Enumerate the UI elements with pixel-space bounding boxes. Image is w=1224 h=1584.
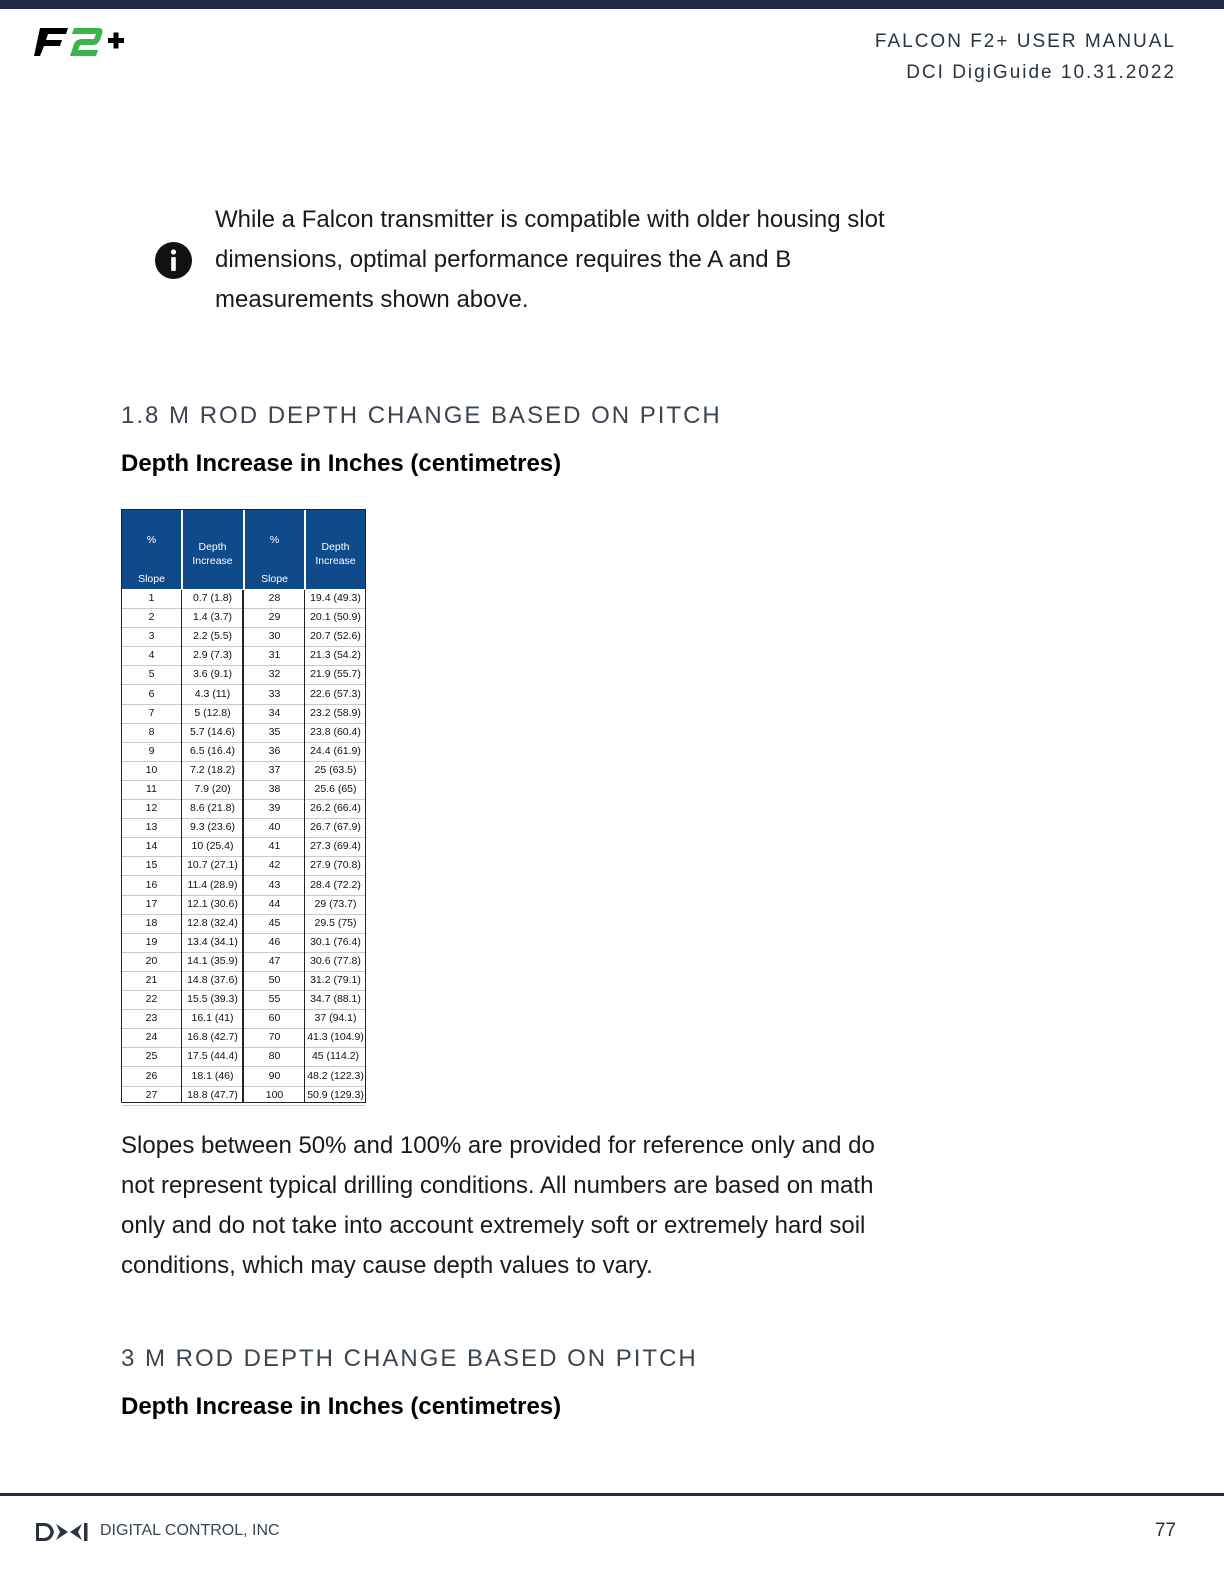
header-depth-label: [306, 540, 365, 568]
slope-cell: 3: [148, 630, 155, 643]
depth-cell: 0.7 (1.8): [192, 592, 233, 604]
depth-cell: 11.4 (28.9): [187, 878, 238, 891]
info-icon: [155, 242, 192, 279]
depth-cell: 23.2 (58.9): [310, 706, 361, 719]
slope-cell: 34: [268, 706, 281, 719]
depth-cell: 26.7 (67.9): [310, 821, 361, 834]
dci-logo-icon: [34, 1521, 90, 1543]
header-slope-label: Slope: [138, 573, 165, 585]
depth-cell: 16.8 (42.7): [187, 1031, 238, 1044]
depth-cell: 21.9 (55.7): [310, 668, 361, 681]
header-slope-label: Slope: [261, 573, 288, 585]
page-number: 77: [1154, 1520, 1176, 1541]
depth-cell: 18.8 (47.7): [187, 1088, 238, 1101]
slope-cell: 45: [268, 916, 281, 929]
table-title-3m: Depth Increase in Inches (centimetres): [121, 1393, 562, 1420]
depth-cell: 13.4 (34.1): [187, 935, 238, 948]
header-depth-line1: Depth: [198, 541, 227, 553]
depth-cell: 21.3 (54.2): [310, 649, 361, 662]
depth-cell: 30.1 (76.4): [310, 935, 361, 948]
slope-cell: 10: [145, 763, 158, 776]
header-percent-label: %: [269, 534, 280, 546]
slope-cell: 14: [145, 840, 158, 853]
slope-cell: 27: [145, 1088, 158, 1101]
footer-rule: [0, 1493, 1224, 1496]
header-slope-2: [245, 510, 304, 589]
depth-cell: 23.8 (60.4): [310, 725, 361, 738]
depth-cell: 12.1 (30.6): [187, 897, 238, 910]
depth-cell: 1.4 (3.7): [192, 611, 233, 624]
depth-cell: 15.5 (39.3): [187, 993, 238, 1006]
slope-cell: 29: [268, 611, 281, 624]
depth-cell: 31.2 (79.1): [310, 974, 361, 986]
table-title-1-8m: Depth Increase in Inches (centimetres): [121, 450, 562, 477]
footer-company-name: DIGITAL CONTROL, INC: [100, 1522, 280, 1539]
depth-cell: 29.5 (75): [314, 916, 357, 929]
slope-cell: 55: [268, 993, 281, 1006]
column-divider: [181, 590, 182, 1102]
slope-cell: 6: [148, 687, 155, 700]
depth-cell: 25.6 (65): [314, 783, 357, 795]
column-divider-center: [242, 590, 244, 1102]
depth-cell: 6.5 (16.4): [190, 744, 235, 757]
depth-cell: 7.2 (18.2): [190, 763, 235, 776]
depth-cell: 12.8 (32.4): [187, 916, 238, 929]
slope-cell: 16: [145, 878, 158, 891]
depth-cell: 28.4 (72.2): [310, 878, 361, 891]
slope-cell: 25: [145, 1050, 158, 1063]
slope-cell: 21: [145, 974, 158, 986]
header-percent-label: %: [146, 534, 157, 546]
depth-cell: 14.1 (35.9): [187, 954, 238, 967]
slope-cell: 100: [265, 1088, 284, 1101]
depth-cell: 14.8 (37.6): [187, 974, 238, 986]
depth-cell: 29 (73.7): [314, 897, 357, 910]
header-depth-1: [183, 510, 242, 589]
header-depth-line1: Depth: [321, 541, 350, 553]
depth-cell: 5.7 (14.6): [190, 725, 235, 738]
depth-cell: 5 (12.8): [194, 706, 231, 719]
depth-cell: 20.7 (52.6): [310, 630, 361, 643]
depth-cell: 34.7 (88.1): [310, 993, 361, 1006]
depth-cell: 19.4 (49.3): [310, 592, 361, 604]
slope-cell: 24: [145, 1031, 158, 1044]
depth-cell: 22.6 (57.3): [310, 687, 361, 700]
slope-cell: 28: [268, 592, 281, 604]
slope-cell: 11: [146, 783, 157, 795]
depth-cell: 45 (114.2): [311, 1050, 360, 1063]
slope-cell: 41: [268, 840, 281, 853]
depth-cell: 2.2 (5.5): [192, 630, 233, 643]
slope-cell: 4: [148, 649, 155, 662]
slope-cell: 40: [268, 821, 281, 834]
depth-cell: 2.9 (7.3): [192, 649, 233, 662]
slope-cell: 38: [268, 783, 281, 795]
header-slope-1: [122, 510, 181, 589]
slope-cell: 8: [148, 725, 155, 738]
slope-cell: 47: [268, 954, 281, 967]
section-heading-1-8m: 1.8 M ROD DEPTH CHANGE BASED ON PITCH: [121, 402, 722, 429]
slope-cell: 31: [268, 649, 281, 662]
slope-cell: 13: [145, 821, 158, 834]
slope-cell: 70: [268, 1031, 281, 1044]
slope-cell: 12: [145, 802, 158, 815]
slope-cell: 37: [268, 763, 281, 776]
depth-cell: 25 (63.5): [314, 763, 357, 776]
depth-table: [121, 509, 366, 1103]
header-divider: [304, 510, 306, 589]
header-depth-2: [306, 510, 365, 589]
depth-cell: 18.1 (46): [191, 1069, 234, 1082]
manual-version: DCI DigiGuide 10.31.2022: [906, 62, 1176, 83]
slope-cell: 1: [148, 592, 155, 604]
slope-cell: 44: [268, 897, 281, 910]
slope-cell: 90: [268, 1069, 281, 1082]
slope-cell: 30: [268, 630, 281, 643]
slope-cell: 42: [268, 859, 281, 872]
slope-cell: 26: [145, 1069, 158, 1082]
header-block: [875, 26, 1176, 88]
depth-cell: 3.6 (9.1): [192, 668, 233, 681]
depth-cell: 17.5 (44.4): [187, 1050, 238, 1063]
depth-cell: 27.9 (70.8): [310, 859, 361, 872]
slope-cell: 35: [268, 725, 281, 738]
slope-cell: 15: [145, 859, 158, 872]
slope-cell: 5: [148, 668, 155, 681]
column-divider: [304, 590, 305, 1102]
depth-cell: 27.3 (69.4): [310, 840, 361, 853]
slope-cell: 20: [145, 954, 158, 967]
depth-cell: 9.3 (23.6): [190, 821, 235, 834]
header-depth-line2: Increase: [315, 555, 356, 567]
depth-cell: 50.9 (129.3): [307, 1088, 364, 1101]
depth-cell: 10 (25.4): [191, 840, 234, 853]
top-bar: [0, 0, 1224, 9]
manual-title: FALCON F2+ USER MANUAL: [874, 31, 1176, 52]
slope-cell: 60: [268, 1012, 281, 1025]
depth-cell: 7.9 (20): [194, 783, 231, 795]
slope-cell: 22: [145, 993, 158, 1006]
section-heading-3m: 3 M ROD DEPTH CHANGE BASED ON PITCH: [121, 1345, 698, 1372]
depth-cell: 37 (94.1): [314, 1012, 357, 1025]
header-depth-label: [183, 540, 242, 568]
slope-cell: 33: [268, 687, 281, 700]
slope-cell: 36: [268, 744, 281, 757]
table-header: [122, 510, 365, 589]
slope-disclaimer: Slopes between 50% and 100% are provided for reference only and do not represent typical drilling conditions. All numbers are based on math only and do not take into account extremely soft or extremely hard soil conditions, which may cause depth values to vary.: [121, 1132, 875, 1279]
slope-cell: 18: [145, 916, 158, 929]
slope-cell: 7: [148, 706, 155, 719]
info-note-text: While a Falcon transmitter is compatible with older housing slot dimensions, optimal performance requires the A and B measurements shown above.: [215, 206, 885, 313]
slope-cell: 43: [268, 878, 281, 891]
slope-cell: 2: [148, 611, 155, 624]
slope-cell: 32: [268, 668, 281, 681]
depth-cell: 48.2 (122.3): [307, 1069, 364, 1082]
f2-plus-logo: [34, 22, 126, 62]
header-depth-line2: Increase: [192, 555, 233, 567]
depth-cell: 26.2 (66.4): [310, 802, 361, 815]
slope-cell: 80: [268, 1050, 281, 1063]
slope-cell: 17: [145, 897, 158, 910]
slope-cell: 9: [148, 744, 155, 757]
depth-cell: 20.1 (50.9): [310, 611, 361, 624]
depth-cell: 30.6 (77.8): [310, 954, 361, 967]
slope-cell: 50: [268, 974, 281, 986]
header-divider: [243, 510, 245, 589]
depth-cell: 24.4 (61.9): [310, 744, 361, 757]
slope-cell: 23: [145, 1012, 158, 1025]
slope-cell: 46: [268, 935, 281, 948]
depth-cell: 16.1 (41): [191, 1012, 234, 1025]
depth-cell: 10.7 (27.1): [187, 859, 238, 872]
header-divider: [181, 510, 183, 589]
slope-cell: 39: [268, 802, 281, 815]
slope-cell: 19: [145, 935, 158, 948]
depth-cell: 4.3 (11): [194, 687, 231, 700]
depth-cell: 41.3 (104.9): [307, 1031, 364, 1044]
depth-cell: 8.6 (21.8): [190, 802, 235, 815]
